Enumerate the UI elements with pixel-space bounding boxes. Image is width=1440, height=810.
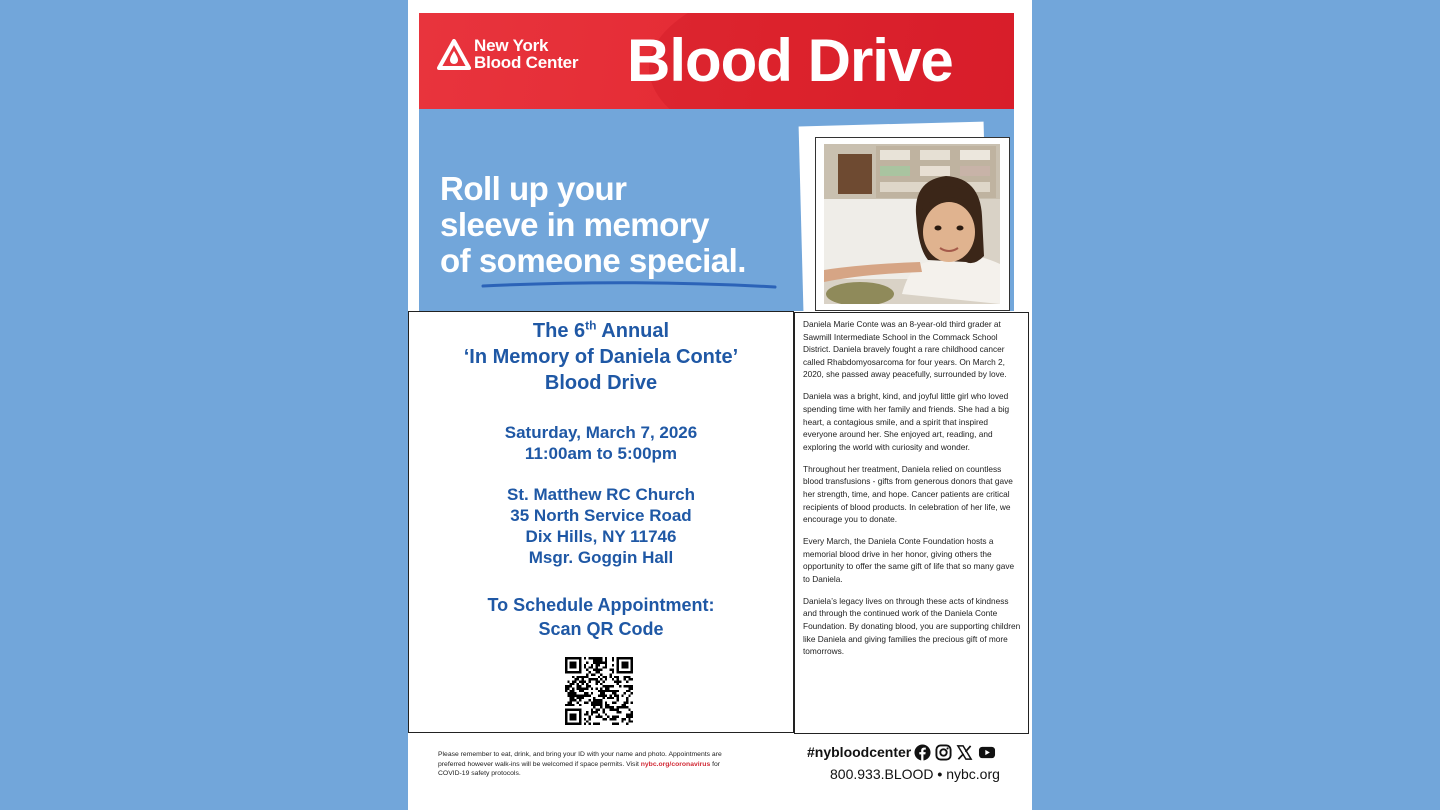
coronavirus-link[interactable]: nybc.org/coronavirus	[640, 760, 711, 768]
schedule-line2: Scan QR Code	[538, 619, 664, 639]
contact-line	[830, 766, 1000, 782]
event-time: 11:00am to 5:00pm	[524, 444, 678, 463]
event-title-line1	[409, 318, 793, 344]
website-link[interactable]: nybc.org	[946, 766, 1000, 782]
social-icons	[914, 744, 997, 762]
footer-note-text-end: for COVID-19 safety protocols.	[438, 760, 721, 778]
contact-separator: •	[933, 766, 947, 782]
tagline-line3-prefix: of	[440, 242, 479, 279]
instagram-icon[interactable]	[935, 744, 952, 761]
story-paragraph: Throughout her treatment, Daniela relied on countless blood transfusions - gifts from generous donors that gave her strength, time, and hope. Cancer patients are critical recipients of blood products. In celebration of her life, we encourage you to donate.	[803, 463, 1013, 525]
schedule-line1: To Schedule Appointment:	[487, 595, 715, 615]
x-icon[interactable]	[956, 744, 973, 761]
banner-title: Blood Drive	[627, 27, 953, 94]
blood-drop-logo-icon	[437, 39, 471, 71]
event-title-pre: The 6	[532, 320, 586, 342]
event-info-box	[408, 311, 794, 733]
event-city: Dix Hills, NY 11746	[525, 527, 677, 546]
footer-note-text: Please remember to eat, drink, and bring your ID with your name and photo. Appointments are preferred however walk-ins will be welcomed if space permits. Visit	[438, 751, 722, 768]
hashtag: #nybloodcenter	[807, 744, 912, 760]
event-address	[409, 484, 793, 568]
event-title-line2: ‘In Memory of Daniela Conte’	[463, 346, 739, 368]
org-name-line1: New York	[474, 36, 549, 55]
tagline-emphasis: someone special.	[478, 242, 746, 279]
story-column	[794, 312, 1029, 734]
phone-number[interactable]: 800.933.BLOOD	[830, 766, 934, 782]
story-paragraph: Daniela Marie Conte was an 8-year-old third grader at Sawmill Intermediate School in the Commack School District. Daniela bravely fought a rare childhood cancer called Rhabdomyosarcoma for four years. On March 2, 2020, she passed away peacefully, surrounded by love.	[803, 319, 1007, 380]
hero-section	[419, 109, 1014, 311]
tagline-line1: Roll up your	[440, 170, 627, 207]
org-name	[474, 37, 578, 71]
story-paragraph: Daniela was a bright, kind, and joyful little girl who loved spending time with her family and friends. She had a big heart, a contagious smile, and a spirit that inspired everyone around her. She enjoyed art, reading, and exploring the world with curiosity and wonder.	[803, 391, 1010, 452]
tagline-underline-icon	[481, 277, 777, 291]
event-hall: Msgr. Goggin Hall	[528, 548, 674, 567]
event-title-sup: th	[585, 318, 597, 333]
story-paragraph: Daniela’s legacy lives on through these acts of kindness and through the continued work of the Daniela Conte Foundation. By donating blood, you are supporting children like Daniela and giving families the precious gift of more tomorrows.	[803, 595, 1021, 657]
story-paragraph: Every March, the Daniela Conte Foundation hosts a memorial blood drive in her honor, giving others the opportunity to offer the same gift of life that so many gave to Daniela.	[803, 536, 1015, 584]
event-title	[409, 318, 793, 396]
youtube-icon[interactable]	[977, 744, 997, 761]
tagline	[440, 171, 746, 279]
header-banner	[419, 13, 1014, 109]
flyer-page	[408, 0, 1032, 810]
org-name-line2: Blood Center	[474, 53, 579, 72]
event-datetime	[409, 422, 793, 464]
event-title-line3: Blood Drive	[544, 372, 658, 394]
child-portrait-icon	[824, 144, 1000, 304]
qr-code-icon[interactable]	[565, 657, 633, 725]
footer-note	[438, 750, 738, 779]
child-photo	[815, 137, 1010, 311]
facebook-icon[interactable]	[914, 744, 931, 761]
event-street: 35 North Service Road	[510, 506, 692, 525]
event-date: Saturday, March 7, 2026	[504, 423, 698, 442]
tagline-line2: sleeve in memory	[440, 206, 709, 243]
tagline-line3	[440, 243, 746, 279]
event-venue: St. Matthew RC Church	[507, 485, 695, 504]
event-title-post: Annual	[596, 320, 670, 342]
schedule-instructions	[409, 593, 793, 641]
